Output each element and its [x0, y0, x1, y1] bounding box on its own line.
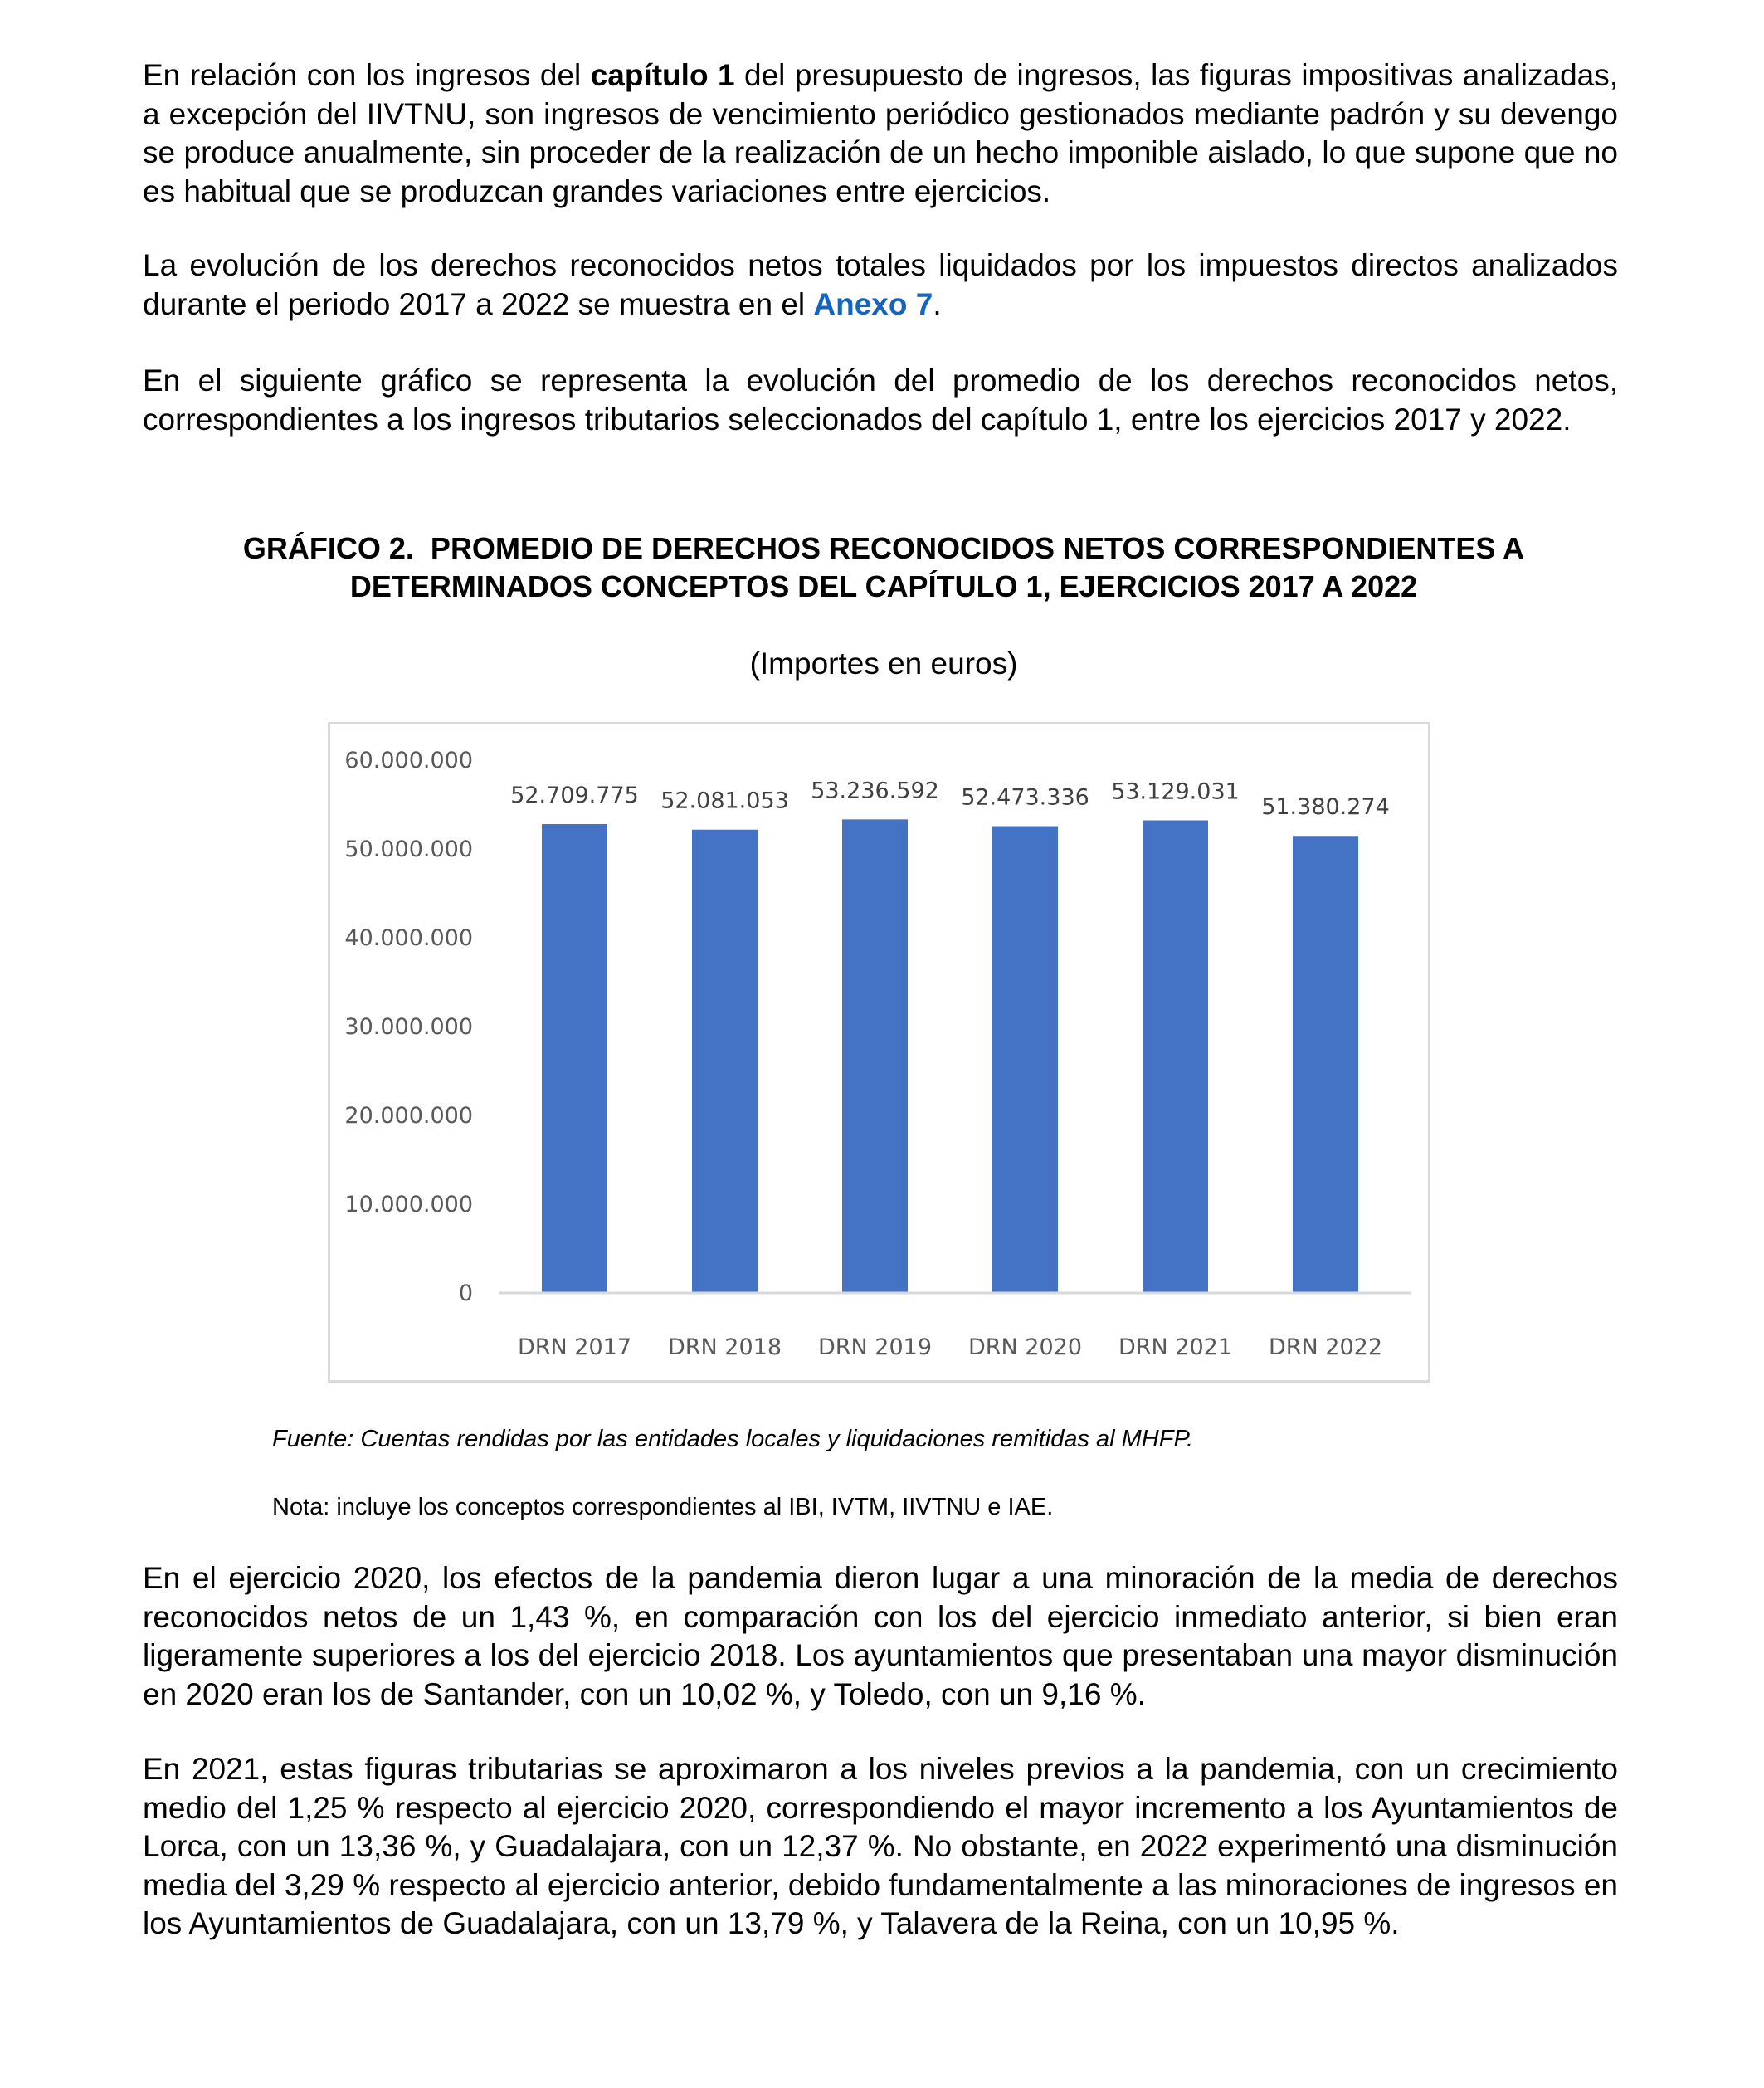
paragraph-capitulo-1: [143, 56, 1618, 211]
data-label: 52.081.053: [660, 788, 789, 814]
bar-drn-2020: [992, 827, 1058, 1292]
figure-subtitle: (Importes en euros): [749, 646, 1018, 681]
bar-drn-2022: [1293, 836, 1358, 1292]
bar-drn-2019: [842, 819, 908, 1292]
data-label: 51.380.274: [1261, 794, 1390, 821]
y-tick-label: 20.000.000: [344, 1103, 473, 1129]
data-label: 53.236.592: [811, 778, 939, 804]
x-tick-label: DRN 2018: [667, 1334, 782, 1360]
chart-canvas: [330, 724, 1428, 1380]
paragraph-evolucion-anexo: [143, 246, 1618, 324]
x-tick-label: DRN 2020: [967, 1334, 1083, 1360]
text: del presupuesto de ingresos, las figuras impositivas analizadas, a excepción del IIVTNU, son ingresos de vencimiento periódico gestionados mediante padrón y su devengo se produce anualmente, sin proceder de la realización de un hecho imponible aislado, lo que supone que no es habitual que se produzcan grandes variaciones entre ejercicios.: [143, 58, 1618, 208]
y-tick-label: 50.000.000: [344, 837, 473, 862]
paragraph-2020: En el ejercicio 2020, los efectos de la pandemia dieron lugar a una minoración de la media de derechos reconocidos netos de un 1,43 %, en comparación con los del ejercicio inmediato anterior, si bien eran ligeramente superiores a los del ejercicio 2018. Los ayuntamientos que presentaban una mayor disminución en 2020 eran los de Santander, con un 10,02 %, y Toledo, con un 9,16 %.: [143, 1561, 1618, 1711]
figure-title-line-1: GRÁFICO 2. PROMEDIO DE DERECHOS RECONOCIDOS NETOS CORRESPONDIENTES A: [242, 531, 1525, 565]
bold-term: capítulo 1: [590, 58, 735, 92]
figure-source: Fuente: Cuentas rendidas por las entidades locales y liquidaciones remitidas al MHFP.: [272, 1426, 1194, 1452]
figure-note: Nota: incluye los conceptos correspondientes al IBI, IVTM, IIVTNU e IAE.: [272, 1494, 1054, 1520]
bar-drn-2018: [692, 830, 758, 1292]
anexo-7-link[interactable]: Anexo 7: [813, 286, 933, 321]
data-label: 53.129.031: [1111, 778, 1240, 805]
x-tick-label: DRN 2017: [517, 1334, 632, 1360]
x-tick-label: DRN 2019: [817, 1334, 933, 1360]
figure-title: [124, 529, 1643, 606]
text: .: [933, 286, 942, 321]
text: En relación con los ingresos del: [143, 58, 591, 92]
bar-drn-2021: [1143, 821, 1208, 1292]
bar-chart: [328, 722, 1430, 1383]
y-tick-label: 40.000.000: [344, 925, 473, 951]
x-tick-label: DRN 2021: [1118, 1334, 1233, 1360]
y-tick-label: 60.000.000: [344, 748, 473, 773]
y-tick-label: 30.000.000: [344, 1014, 473, 1040]
y-tick-label: 10.000.000: [344, 1192, 473, 1217]
text: La evolución de los derechos reconocidos netos totales liquidados por los impuestos directos analizados durante el periodo 2017 a 2022 se muestra en el: [143, 248, 1618, 321]
data-label: 52.473.336: [961, 784, 1089, 811]
y-tick-label: 0: [458, 1281, 473, 1306]
figure-title-line-2: DETERMINADOS CONCEPTOS DEL CAPÍTULO 1, EJERCICIOS 2017 A 2022: [349, 569, 1418, 603]
data-label: 52.709.775: [510, 783, 639, 809]
bar-drn-2017: [542, 824, 607, 1292]
x-tick-label: DRN 2022: [1268, 1334, 1383, 1360]
paragraph-grafico-intro: En el siguiente gráfico se representa la evolución del promedio de los derechos reconocidos netos, correspondientes a los ingresos tributarios seleccionados del capítulo 1, entre los ejercicios 2017 y 2022.: [143, 363, 1618, 437]
paragraph-2021-2022: En 2021, estas figuras tributarias se aproximaron a los niveles previos a la pandemia, con un crecimiento medio del 1,25 % respecto al ejercicio 2020, correspondiendo el mayor incremento a los Ayuntamientos de Lorca, con un 13,36 %, y Guadalajara, con un 12,37 %. No obstante, en 2022 experimentó una disminución media del 3,29 % respecto al ejercicio anterior, debido fundamentalmente a las minoraciones de ingresos en los Ayuntamientos de Guadalajara, con un 13,79 %, y Talavera de la Reina, con un 10,95 %.: [143, 1752, 1618, 1940]
